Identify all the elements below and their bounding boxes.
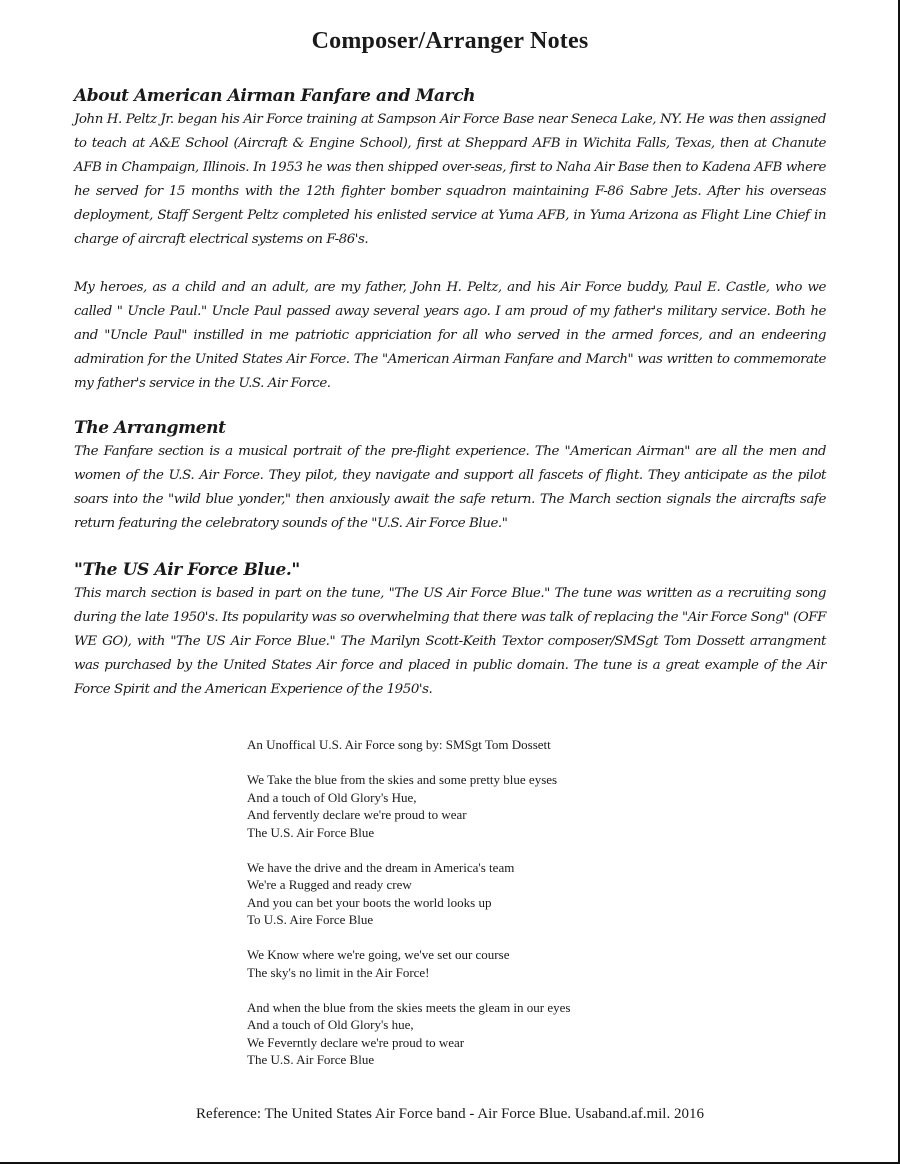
lyric-line: The sky's no limit in the Air Force! xyxy=(247,964,430,980)
lyric-line: And when the blue from the skies meets the gleam in our eyes xyxy=(247,999,571,1015)
lyric-line: The U.S. Air Force Blue xyxy=(247,824,375,840)
reference-note: Reference: The United States Air Force band - Air Force Blue. Usaband.af.mil. 2016 xyxy=(196,1106,704,1122)
song-stanza-1 xyxy=(247,771,807,841)
lyric-line: The U.S. Air Force Blue xyxy=(247,1052,375,1067)
song-heading: An Unoffical U.S. Air Force song by: SMSgt Tom Dossett xyxy=(247,737,551,752)
lyric-line: And fervently declare we're proud to wear xyxy=(247,807,467,822)
lyric-line: And you can bet your boots the world looks up xyxy=(247,894,492,910)
paragraph-air-force-blue: This march section is based in part on the tune, "The US Air Force Blue." The tune was written as a recruiting song during the late 1950's. Its popularity was so overwhelming that there was talk of replacing the "Air Force Song" (OFF WE GO), with "The US Air Force Blue." The Marilyn Scott-Keith Textor composer/SMSgt Tom Dossett arrangment was purchased by the United States Air force and placed in public domain. The tune is a great example of the Air Force Spirit and the American Experience of the 1950's. xyxy=(74,586,826,697)
lyric-line: We're a Rugged and ready crew xyxy=(247,877,412,892)
section-heading-about: About American Airman Fanfare and March xyxy=(74,86,476,106)
lyric-line: We Feverntly declare we're proud to wear xyxy=(247,1034,465,1050)
song-lyrics xyxy=(247,736,807,1069)
lyric-line: To U.S. Aire Force Blue xyxy=(247,912,374,927)
paragraph-arrangement: The Fanfare section is a musical portrait of the pre-flight experience. The "American Airman" are all the men and women of the U.S. Air Force. They pilot, they navigate and support all fascets of flight. They anticipate as the pilot soars into the "wild blue yonder," then anxiously await the safe return. The March section signals the aircrafts safe return featuring the celebratory sounds of the "U.S. Air Force Blue." xyxy=(74,444,826,531)
section-heading-arrangement: The Arrangment xyxy=(74,418,226,438)
paragraph-about-2: My heroes, as a child and an adult, are my father, John H. Peltz, and his Air Force buddy, Paul E. Castle, who we called " Uncle Paul." Uncle Paul passed away several years ago. I am proud of my father's military service. Both he and "Uncle Paul" instilled in me patriotic appriciation for all who served in the armed forces, and an endeering admiration for the United States Air Force. The "American Airman Fanfare and March" was written to commemorate my father's service in the U.S. Air Force. xyxy=(74,280,826,391)
paragraph-about-1: John H. Peltz Jr. began his Air Force training at Sampson Air Force Base near Seneca Lake, NY. He was then assigned to teach at A&E School (Aircraft & Engine School), first at Sheppard AFB in Wichita Falls, Texas, then at Chanute AFB in Champaign, Illinois. In 1953 he was then shipped over-seas, first to Naha Air Base then to Kadena AFB where he served for 15 months with the 12th fighter bomber squadron maintaining F-86 Sabre Jets. After his overseas deployment, Staff Sergent Peltz completed his enlisted service at Yuma AFB, in Yuma Arizona as Flight Line Chief in charge of aircraft electrical systems on F-86's. xyxy=(74,112,826,247)
section-heading-air-force-blue: "The US Air Force Blue." xyxy=(74,560,300,580)
lyric-line: We Take the blue from the skies and some pretty blue eyses xyxy=(247,772,558,787)
lyric-line: We Know where we're going, we've set our course xyxy=(247,947,510,962)
page-title: Composer/Arranger Notes xyxy=(311,28,589,54)
lyric-line: We have the drive and the dream in America's team xyxy=(247,859,515,875)
song-stanza-2 xyxy=(247,859,807,929)
song-stanza-3 xyxy=(247,946,807,981)
song-stanza-4 xyxy=(247,999,807,1069)
lyric-line: And a touch of Old Glory's hue, xyxy=(247,1017,414,1032)
lyric-line: And a touch of Old Glory's Hue, xyxy=(247,789,417,805)
